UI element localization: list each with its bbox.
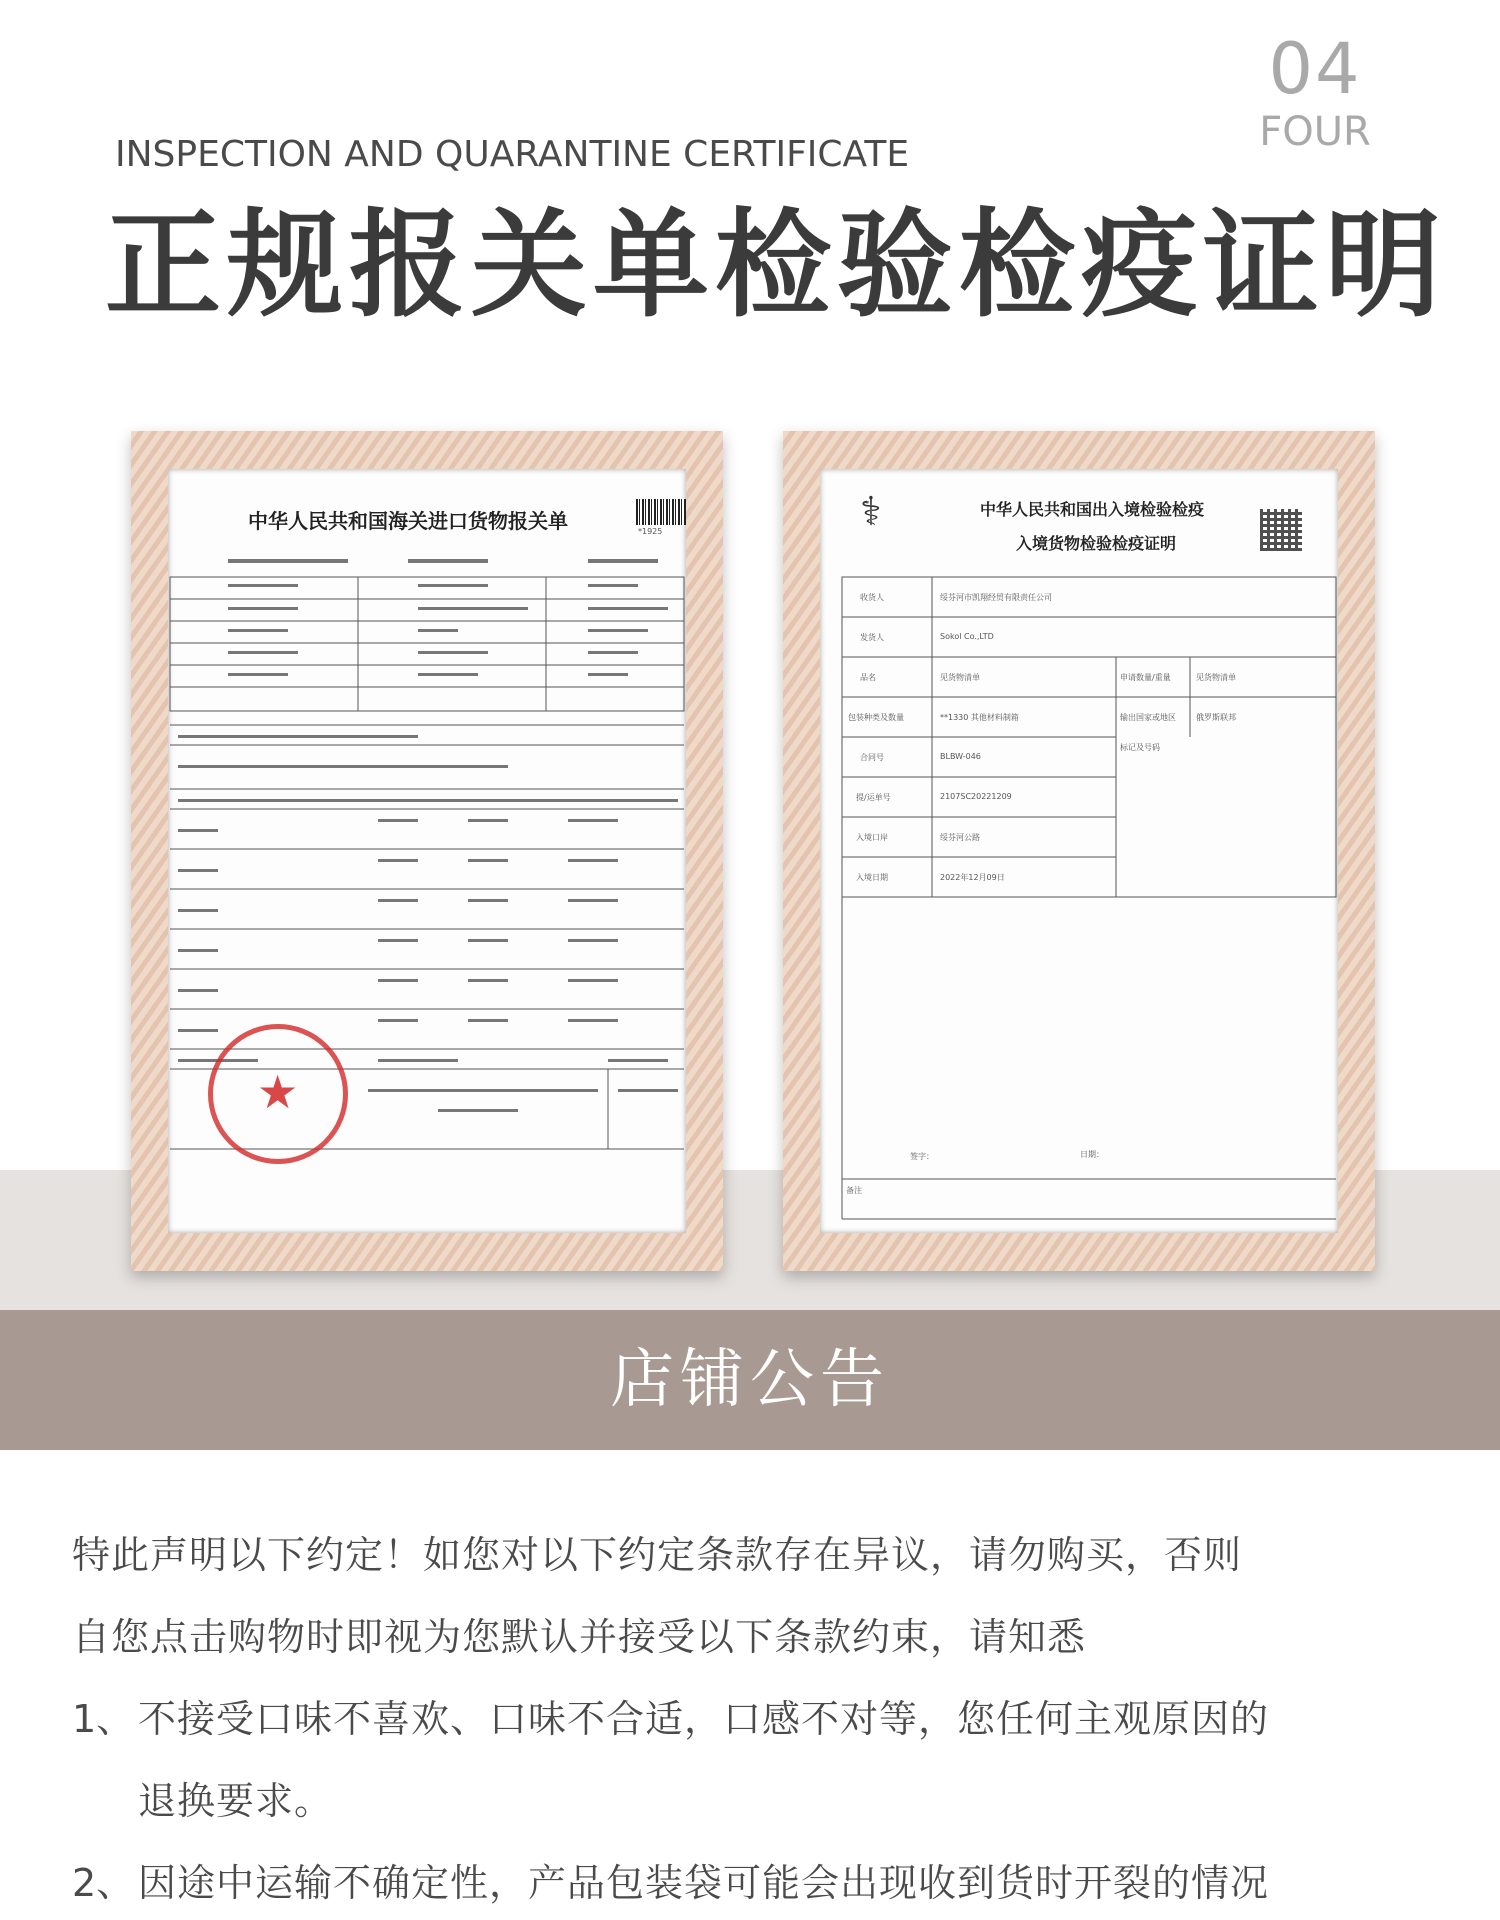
section-number: 04 xyxy=(1268,28,1362,110)
notice-item-2-number: 2、 xyxy=(72,1861,135,1905)
cert-row-value-8: 2022年12月09日 xyxy=(940,873,1005,882)
notice-intro-line2: 自您点击购物时即视为您默认并接受以下条款约束，请知悉 xyxy=(72,1615,1087,1659)
cert-remark-label: 备注 xyxy=(846,1186,862,1195)
cert-right-label-2: 输出国家或地区 xyxy=(1120,713,1176,722)
cert-row-value-1: 绥芬河市凯翔经贸有限责任公司 xyxy=(940,593,1052,602)
customs-form-paper xyxy=(168,469,686,1233)
cert-row-value-7: 绥芬河公路 xyxy=(940,833,980,842)
cert-row-value-2: Sokol Co.,LTD xyxy=(940,632,994,641)
notice-item-1-line1: 不接受口味不喜欢、口味不合适，口感不对等，您任何主观原因的 xyxy=(138,1697,1270,1741)
cert-right-value-1: 见货物清单 xyxy=(1196,673,1236,682)
cert-row-value-5: BLBW-046 xyxy=(940,752,981,761)
cert-row-value-6: 2107SC20221209 xyxy=(940,792,1012,801)
customs-form-frame xyxy=(131,431,723,1271)
cert-row-label-4: 包装种类及数量 xyxy=(848,713,904,722)
cert-row-label-8: 入境日期 xyxy=(856,873,888,882)
english-title: INSPECTION AND QUARANTINE CERTIFICATE xyxy=(115,134,910,175)
section-word: FOUR xyxy=(1259,109,1371,155)
cert-right-label-1: 申请数量/重量 xyxy=(1120,673,1171,682)
notice-intro-line1: 特此声明以下约定！如您对以下约定条款存在异议，请勿购买，否则 xyxy=(72,1533,1243,1577)
cert-row-value-3: 见货物清单 xyxy=(940,673,980,682)
quarantine-certificate-paper xyxy=(820,469,1338,1233)
cert-row-label-6: 提/运单号 xyxy=(856,793,891,802)
cert-right-value-2: 俄罗斯联邦 xyxy=(1196,713,1236,722)
certificate-title-line2: 入境货物检验检疫证明 xyxy=(1016,534,1177,553)
chinese-title: 正规报关单检验检疫证明 xyxy=(105,198,1447,333)
cert-row-label-5: 合同号 xyxy=(860,753,884,762)
cert-row-label-1: 收货人 xyxy=(860,593,884,602)
notice-item-1-number: 1、 xyxy=(72,1697,135,1741)
cert-sign-label: 签字： xyxy=(910,1152,934,1161)
notice-title: 店铺公告 xyxy=(610,1343,890,1417)
cert-row-label-7: 入境口岸 xyxy=(856,833,888,842)
cert-date-label: 日期： xyxy=(1080,1150,1104,1159)
star-icon: ★ xyxy=(257,1065,299,1119)
cert-right-label-3: 标记及号码 xyxy=(1120,743,1160,752)
notice-item-1-line2: 退换要求。 xyxy=(138,1779,334,1823)
certificate-grid xyxy=(820,469,1338,1233)
cert-row-value-4: **1330 其他材料制箱 xyxy=(940,713,1019,722)
caduceus-emblem-icon: ⚕ xyxy=(860,489,882,535)
certificate-title-line1: 中华人民共和国出入境检验检疫 xyxy=(980,500,1205,519)
notice-item-2-line1: 因途中运输不确定性，产品包装袋可能会出现收到货时开裂的情况 xyxy=(138,1861,1270,1905)
official-seal xyxy=(208,1024,348,1164)
quarantine-certificate-frame xyxy=(783,431,1375,1271)
cert-row-label-2: 发货人 xyxy=(860,633,884,642)
customs-form-title: 中华人民共和国海关进口货物报关单 xyxy=(248,509,568,533)
barcode-digits: *1925 xyxy=(638,527,663,536)
cert-row-label-3: 品名 xyxy=(860,673,876,682)
